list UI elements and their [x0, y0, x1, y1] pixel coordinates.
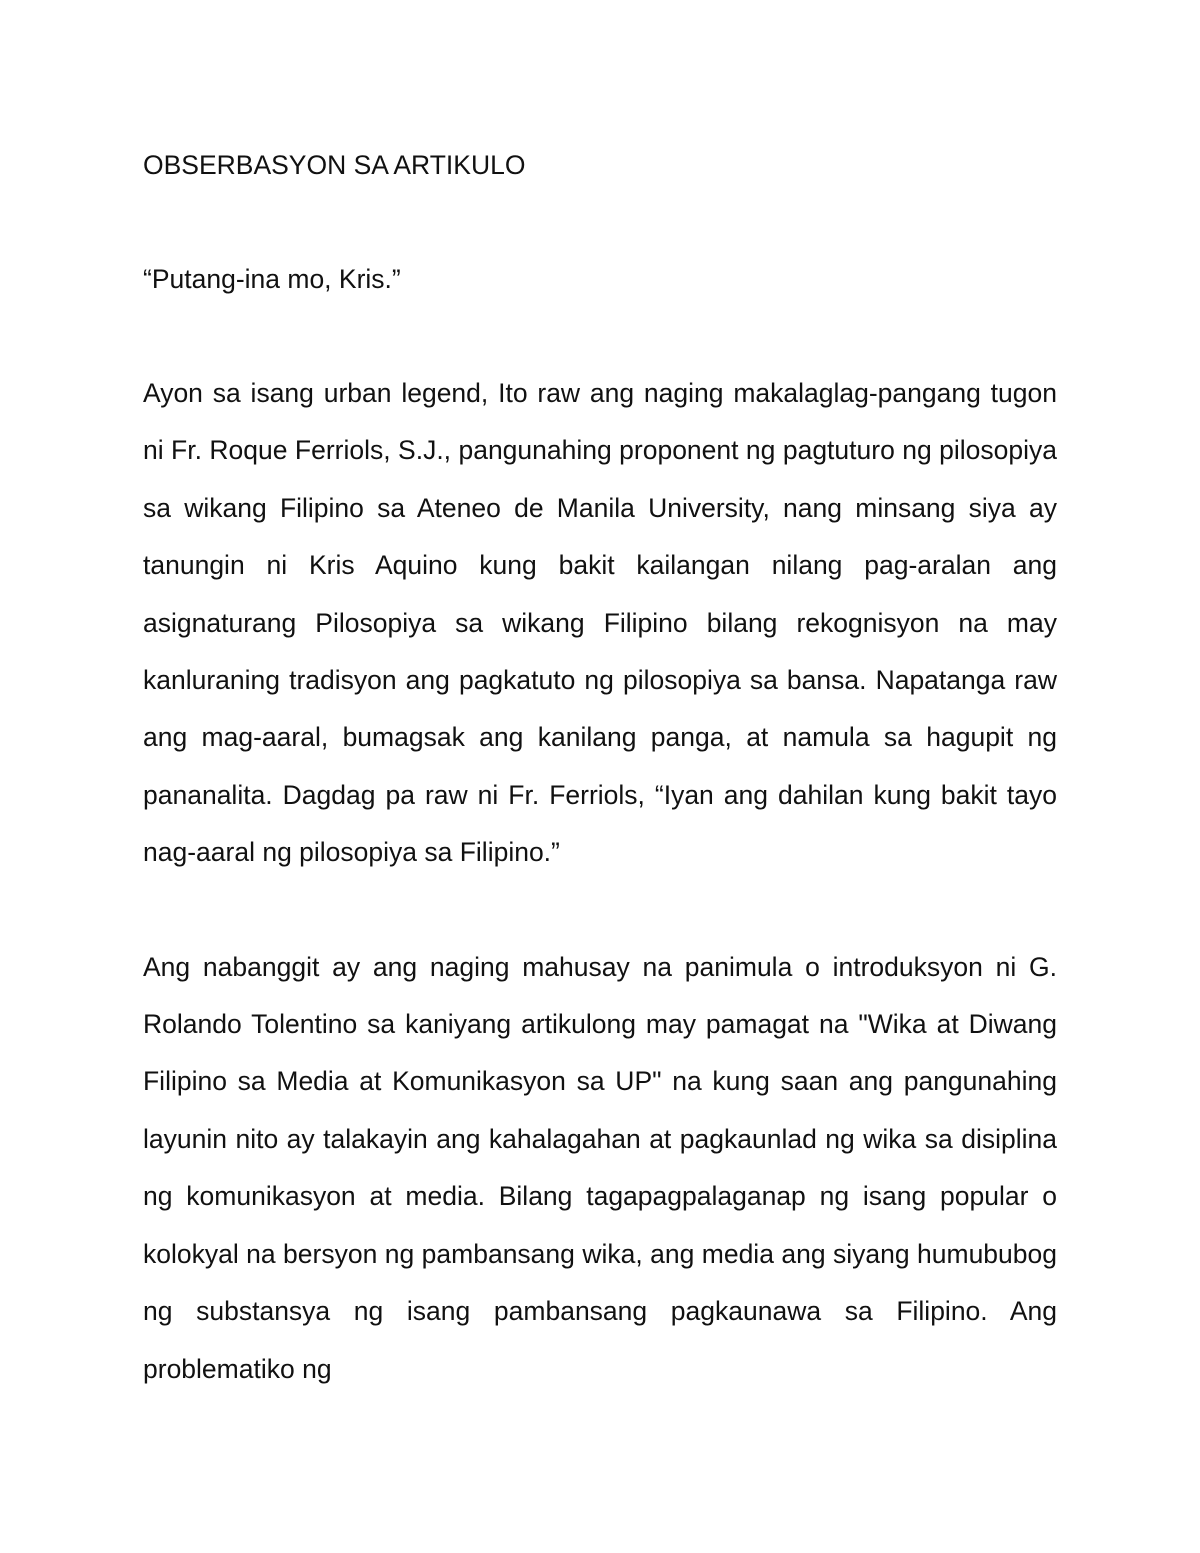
paragraph-1: Ayon sa isang urban legend, Ito raw ang naging makalaglag-pangang tugon ni Fr. Roque Ferriols, S.J., pangunahing proponent ng pagtuturo ng pilosopiya sa wikang Filipino sa Ateneo de Manila University, nang minsang siya ay tanungin ni Kris Aquino kung bakit kailangan nilang pag-aralan ang asignaturang Pilosopiya sa wikang Filipino bilang rekognisyon na may kanluraning tradisyon ang pagkatuto ng pilosopiya sa bansa. Napatanga raw ang mag-aaral, bumagsak ang kanilang panga, at namula sa hagupit ng pananalita. Dagdag pa raw ni Fr. Ferriols, “Iyan ang dahilan kung bakit tayo nag-aaral ng pilosopiya sa Filipino.” [143, 378, 1057, 868]
paragraph-2: Ang nabanggit ay ang naging mahusay na panimula o introduksyon ni G. Rolando Tolentino sa kaniyang artikulong may pamagat na "Wika at Diwang Filipino sa Media at Komunikasyon sa UP" na kung saan ang pangunahing layunin nito ay talakayin ang kahalagahan at pagkaunlad ng wika sa disiplina ng komunikasyon at media. Bilang tagapagpalaganap ng isang popular o kolokyal na bersyon ng pambansang wika, ang media ang siyang humububog ng substansya ng isang pambansang pagkaunawa sa Filipino. Ang problematiko ng [143, 951, 1057, 1384]
document-heading: OBSERBASYON SA ARTIKULO [143, 150, 526, 180]
document-body [143, 137, 1057, 1398]
opening-quote: “Putang-ina mo, Kris.” [143, 264, 401, 294]
